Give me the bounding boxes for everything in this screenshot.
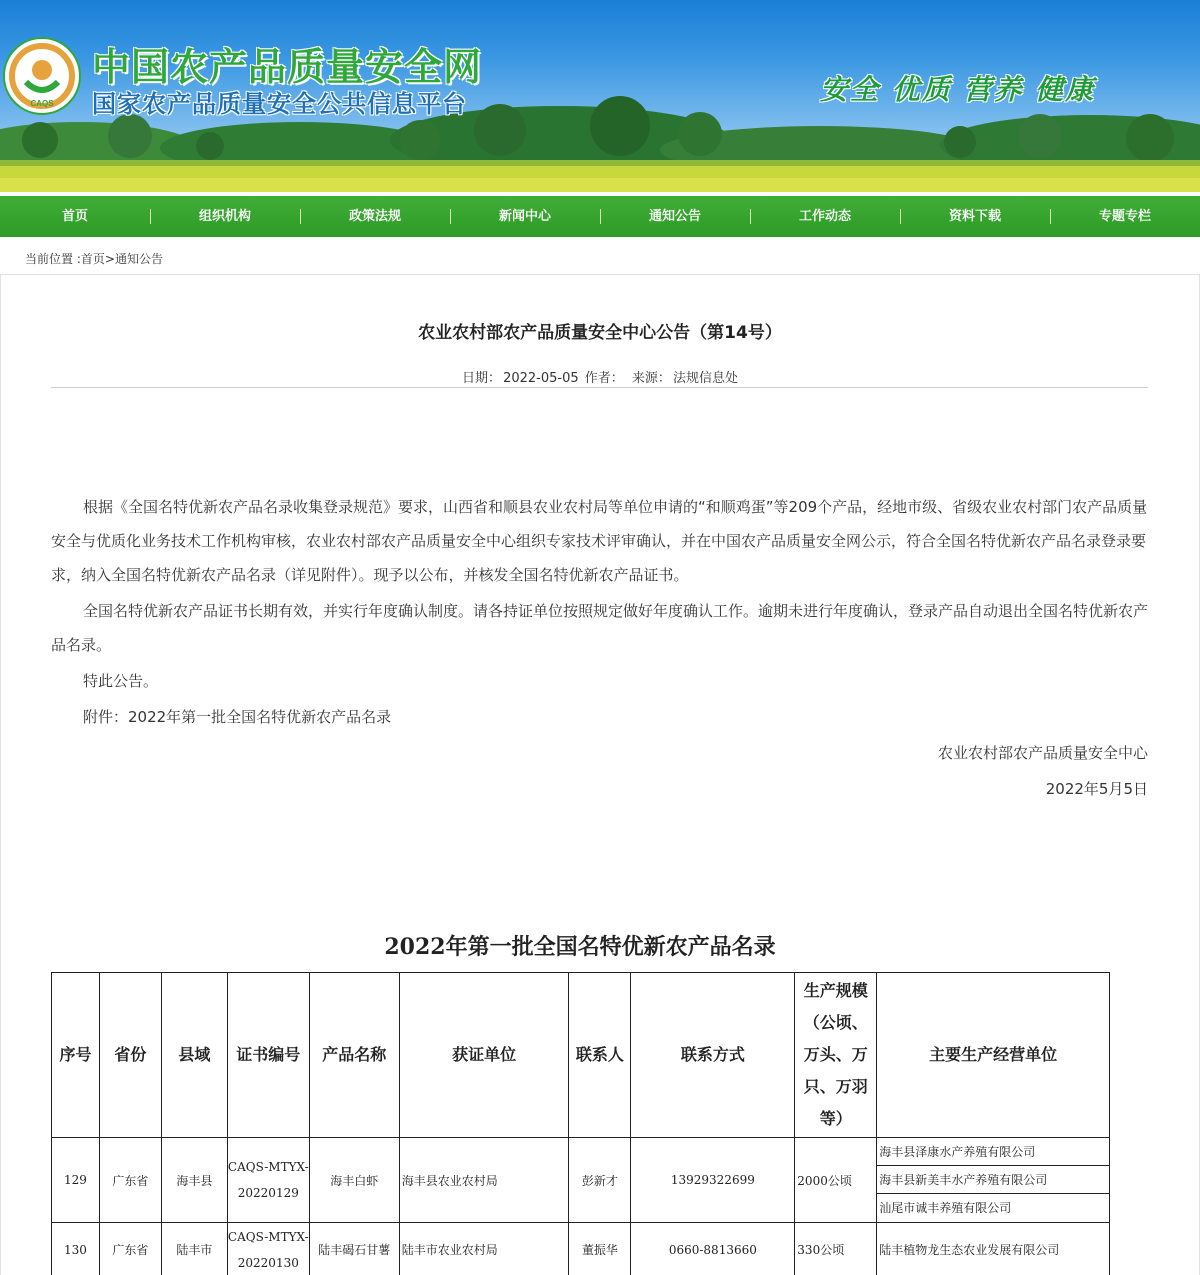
row-contact: 董振华 (569, 1223, 631, 1275)
nav-item-organization[interactable]: 组织机构 (150, 196, 300, 237)
article-meta (0, 367, 1200, 386)
caqs-logo (2, 36, 82, 116)
header-cell: 省份 (99, 973, 161, 1138)
row-province: 广东省 (99, 1138, 161, 1223)
body-paragraph: 特此公告。 (83, 672, 159, 690)
row-producers: 陆丰植物龙生态农业发展有限公司 (877, 1223, 1110, 1275)
row-county: 陆丰市 (161, 1223, 227, 1275)
body-paragraph: 全国名特优新农产品证书长期有效，并实行年度确认制度。请各持证单位按照规定做好年度确认工作。逾期未进行年度确认，登录产品自动退出全国名特优新农产品名录。 (51, 602, 1149, 654)
row-contact: 彭新才 (569, 1138, 631, 1223)
header-cell: 序号 (52, 973, 100, 1138)
date-label: 日期： (462, 371, 502, 386)
cert-suffix: 20220129 (237, 1186, 299, 1200)
header-cell: 主要生产经营单位 (877, 973, 1110, 1138)
attachment-link-paragraph[interactable]: 附件：2022年第一批全国名特优新农产品名录 (83, 708, 392, 726)
row-unit: 陆丰市农业农村局 (399, 1223, 569, 1275)
row-producers (877, 1138, 1110, 1223)
nav-item-home[interactable]: 首页 (61, 209, 88, 224)
sign-date: 2022年5月5日 (1045, 780, 1148, 798)
nav-item-special-topics[interactable]: 专题专栏 (1050, 196, 1200, 237)
nav-item-news[interactable]: 新闻中心 (450, 196, 600, 237)
row-county: 海丰县 (161, 1138, 227, 1223)
attachment-title: 2022年第一批全国名特优新农产品名录 (384, 934, 776, 960)
header-cell: 获证单位 (399, 973, 569, 1138)
author-label: 作者： (584, 371, 624, 386)
header-cell: 联系人 (569, 973, 631, 1138)
site-title: 中国农产品质量安全网 (92, 45, 483, 89)
nav-item-policy[interactable]: 政策法规 (300, 196, 450, 237)
article-body (51, 490, 1148, 808)
site-slogan: 安全 优质 营养 健康 (820, 73, 1096, 106)
article-title: 农业农村部农产品质量安全中心公告（第14号） (418, 323, 782, 343)
svg-text:CAQS: CAQS (30, 99, 54, 108)
body-paragraph: 根据《全国名特优新农产品名录收集登录规范》要求，山西省和顺县农业农村局等单位申请的“和顺鸡蛋”等209个产品，经地市级、省级农业农村部门农产品质量安全与优质化业务技术工作机构审核，农业农村部农产品质量安全中心组织专家技术评审确认，并在中国农产品质量安全网公示，符合全国名特优新农产品名录登录要求，纳入全国名特优新农产品名录（详见附件）。现予以公布，并核发全国名特优新农产品证书。 (51, 498, 1148, 584)
site-banner (0, 0, 1200, 192)
nav-item-work-updates[interactable]: 工作动态 (750, 196, 900, 237)
product-roster-table (51, 972, 1110, 1275)
article-source: 法规信息处 (672, 371, 738, 386)
row-cert-number (227, 1223, 309, 1275)
cert-prefix: CAQS-MTYX- (227, 1160, 309, 1174)
breadcrumb (25, 250, 163, 267)
row-number: 129 (52, 1138, 100, 1223)
nav-item-downloads[interactable]: 资料下载 (900, 196, 1050, 237)
row-product: 海丰白虾 (309, 1138, 399, 1223)
producer-item: 汕尾市诚丰养殖有限公司 (879, 1201, 1012, 1215)
row-phone: 13929322699 (631, 1138, 795, 1223)
title-divider (51, 387, 1148, 388)
breadcrumb-home-link[interactable]: 首页 (80, 252, 105, 266)
producer-item: 海丰县泽康水产养殖有限公司 (877, 1138, 1109, 1166)
row-unit: 海丰县农业农村局 (399, 1138, 569, 1223)
producer-item: 海丰县新美丰水产养殖有限公司 (877, 1166, 1109, 1194)
row-cert-number (227, 1138, 309, 1223)
header-cell: 县域 (161, 973, 227, 1138)
cert-prefix: CAQS-MTYX- (227, 1229, 309, 1244)
article-date: 2022-05-05 (503, 371, 579, 386)
header-cell: 证书编号 (227, 973, 309, 1138)
signature: 农业农村部农产品质量安全中心 (937, 744, 1148, 762)
row-phone: 0660-8813660 (631, 1223, 795, 1275)
table-row (52, 1223, 1110, 1275)
breadcrumb-separator: > (104, 252, 115, 266)
nav-item-notices[interactable]: 通知公告 (600, 196, 750, 237)
header-cell: 产品名称 (309, 973, 399, 1138)
header-cell: 生产规模（公顷、万头、万只、万羽等） (795, 973, 877, 1138)
source-label: 来源： (631, 371, 671, 386)
row-number: 130 (52, 1223, 100, 1275)
header-cell: 联系方式 (631, 973, 795, 1138)
row-province: 广东省 (99, 1223, 161, 1275)
breadcrumb-prefix: 当前位置 : (25, 252, 81, 266)
cert-suffix: 20220130 (237, 1255, 299, 1270)
table-header-row (52, 973, 1110, 1138)
row-product: 陆丰碣石甘薯 (309, 1223, 399, 1275)
site-subtitle: 国家农产品质量安全公共信息平台 (92, 90, 467, 118)
row-scale: 2000公顷 (795, 1138, 877, 1223)
main-nav (0, 196, 1200, 237)
table-row (52, 1138, 1110, 1223)
row-scale: 330公顷 (795, 1223, 877, 1275)
breadcrumb-current-link[interactable]: 通知公告 (114, 252, 163, 266)
